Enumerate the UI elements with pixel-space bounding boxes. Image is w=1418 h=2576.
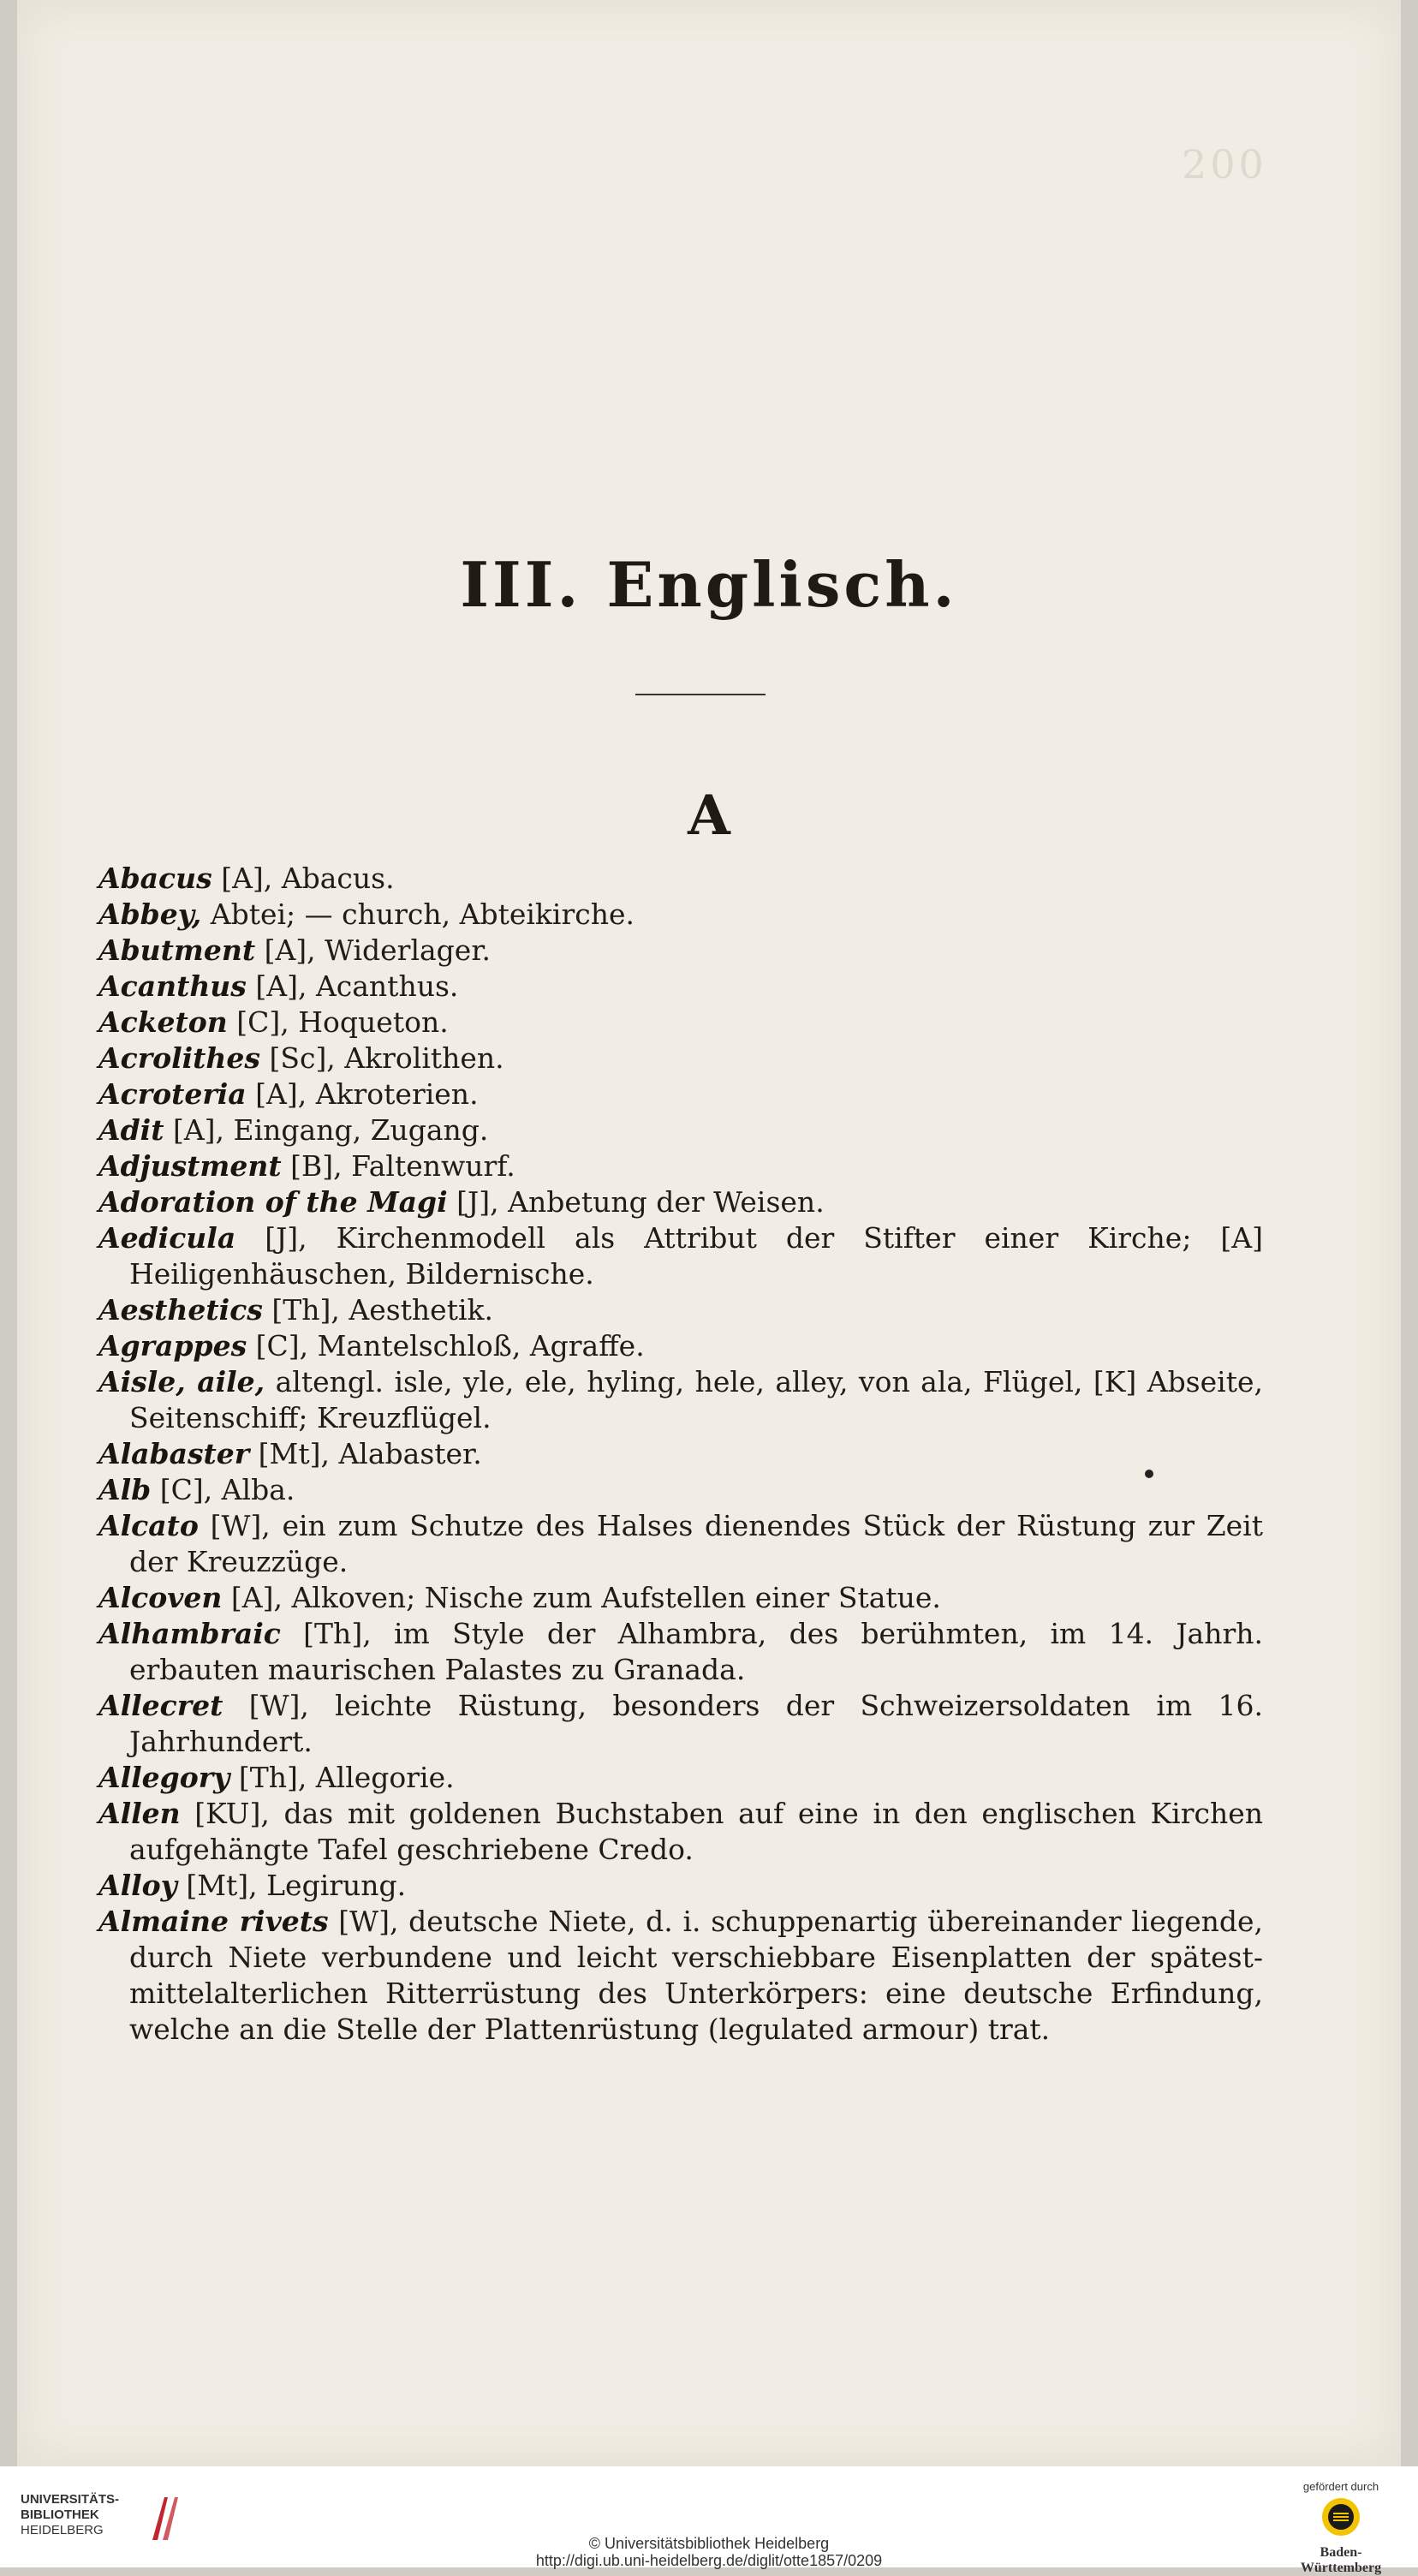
entry-term: Acketon (98, 1005, 228, 1039)
entry-definition: [Sc], Akrolithen. (259, 1041, 504, 1075)
entry-definition: [W], ein zum Schutze des Halses dienendes Stück der Rüstung zur Zeit der Kreuzzüge. (129, 1509, 1263, 1578)
glossary-entry (98, 1076, 1263, 1112)
entry-term: Alabaster (98, 1437, 250, 1470)
entry-term: Acanthus (98, 969, 247, 1003)
glossary-entry (98, 1904, 1263, 2048)
entry-term: Acrolithes (98, 1041, 260, 1075)
funder-name: Baden-Württemberg (1300, 2545, 1382, 2575)
entry-term: Agrappes (98, 1329, 247, 1363)
entry-definition: [A], Abacus. (212, 862, 395, 895)
glossary-entry (98, 1580, 1263, 1616)
bleed-through-page-number: 200 (1182, 141, 1267, 188)
copyright-text: © Universitätsbibliothek Heidelberg (588, 2535, 830, 2552)
state-seal-icon (1320, 2496, 1361, 2537)
library-logo-line3: HEIDELBERG (21, 2523, 104, 2537)
glossary-entry (98, 1868, 1263, 1904)
entry-definition: [W], deutsche Niete, d. i. schuppenartig übereinander liegende, durch Niete verbundene und leicht verschiebbare Eisenplatten der spätest-mittelalterlichen Ritterrüstung des Unterkörpers: eine deutsche Erfindung, welche an die Stelle der Plattenrüstung (legulated armour) trat. (129, 1905, 1263, 2046)
digitization-footer (0, 2466, 1418, 2575)
entry-term: Aisle, aile, (98, 1365, 265, 1398)
entry-term: Acroteria (98, 1077, 247, 1111)
glossary-entries (98, 861, 1263, 2048)
entry-definition: [Th], Aesthetik. (262, 1293, 493, 1327)
entry-term: Abutment (98, 933, 256, 967)
glossary-entry (98, 933, 1263, 969)
glossary-entry (98, 1688, 1263, 1760)
funded-by-label: gefördert durch (1302, 2480, 1379, 2493)
entry-definition: [A], Akroterien. (246, 1077, 479, 1111)
entry-term: Alloy (98, 1869, 177, 1902)
library-logo-line1: UNIVERSITÄTS- (21, 2492, 120, 2507)
entry-definition: [Mt], Alabaster. (249, 1437, 482, 1470)
glossary-entry (98, 861, 1263, 897)
entry-definition: [J], Kirchenmodell als Attribut der Stifter einer Kirche; [A] Heiligenhäuschen, Bildernische. (129, 1221, 1263, 1291)
glossary-entry (98, 1436, 1263, 1472)
section-title: III. Englisch. (460, 548, 958, 621)
glossary-entry (98, 1508, 1263, 1580)
glossary-entry (98, 1760, 1263, 1796)
title-rule (635, 694, 766, 695)
entry-definition: [B], Faltenwurf. (281, 1149, 515, 1183)
entry-term: Alhambraic (98, 1617, 281, 1650)
ink-spot (1145, 1470, 1153, 1478)
glossary-entry (98, 1292, 1263, 1328)
entry-term: Alcato (98, 1509, 199, 1542)
entry-term: Allen (98, 1797, 181, 1830)
entry-definition: [A], Alkoven; Nische zum Aufstellen einer Statue. (222, 1581, 941, 1614)
entry-definition: [W], leichte Rüstung, besonders der Schweizersoldaten im 16. Jahrhundert. (129, 1689, 1263, 1758)
glossary-entry (98, 1112, 1263, 1148)
glossary-entry (98, 1005, 1263, 1041)
glossary-entry (98, 969, 1263, 1005)
entry-term: Adoration of the Magi (98, 1185, 448, 1219)
glossary-entry (98, 1616, 1263, 1688)
glossary-entry (98, 1328, 1263, 1364)
section-letter: A (688, 784, 730, 848)
funder-logo[interactable] (1281, 2480, 1401, 2576)
entry-term: Almaine rivets (98, 1905, 329, 1938)
entry-definition: [A], Eingang, Zugang. (164, 1113, 489, 1147)
entry-term: Adit (98, 1113, 164, 1147)
entry-term: Abbey, (98, 897, 202, 931)
glossary-entry (98, 1220, 1263, 1292)
glossary-entry (98, 897, 1263, 933)
entry-definition: [A], Widerlager. (255, 933, 491, 967)
entry-term: Allecret (98, 1689, 223, 1722)
entry-definition: [Mt], Legirung. (176, 1869, 407, 1902)
entry-term: Abacus (98, 862, 212, 895)
scanned-page (17, 0, 1401, 2466)
entry-term: Aedicula (98, 1221, 236, 1255)
glossary-entry (98, 1796, 1263, 1868)
entry-term: Alb (98, 1473, 152, 1506)
entry-term: Aesthetics (98, 1293, 263, 1327)
entry-definition: altengl. isle, yle, ele, hyling, hele, alley, von ala, Flügel, [K] Abseite, Seitenschiff; Kreuzflügel. (129, 1365, 1263, 1434)
entry-definition: [C], Mantelschloß, Agraffe. (247, 1329, 645, 1363)
entry-definition: [Th], im Style der Alhambra, des berühmten, im 14. Jahrh. erbauten maurischen Palastes zu Granada. (129, 1617, 1263, 1686)
entry-definition: [J], Anbetung der Weisen. (447, 1185, 825, 1219)
glossary-entry (98, 1148, 1263, 1184)
entry-term: Alcoven (98, 1581, 223, 1614)
entry-definition: [C], Hoqueton. (227, 1005, 449, 1039)
glossary-entry (98, 1472, 1263, 1508)
entry-definition: [A], Acanthus. (246, 969, 459, 1003)
entry-definition: Abtei; — church, Abteikirche. (201, 897, 635, 931)
entry-definition: [Th], Allegorie. (229, 1761, 455, 1794)
glossary-entry (98, 1184, 1263, 1220)
glossary-entry (98, 1364, 1263, 1436)
glossary-entry (98, 1041, 1263, 1076)
entry-definition: [C], Alba. (151, 1473, 295, 1506)
source-url-link[interactable]: http://digi.ub.uni-heidelberg.de/diglit/otte1857/0209 (535, 2552, 883, 2569)
entry-term: Allegory (98, 1761, 230, 1794)
entry-definition: [KU], das mit goldenen Buchstaben auf eine in den englischen Kirchen aufgehängte Tafel geschriebene Credo. (129, 1797, 1263, 1866)
entry-term: Adjustment (98, 1149, 282, 1183)
library-logo-line2: BIBLIOTHEK (21, 2507, 99, 2522)
